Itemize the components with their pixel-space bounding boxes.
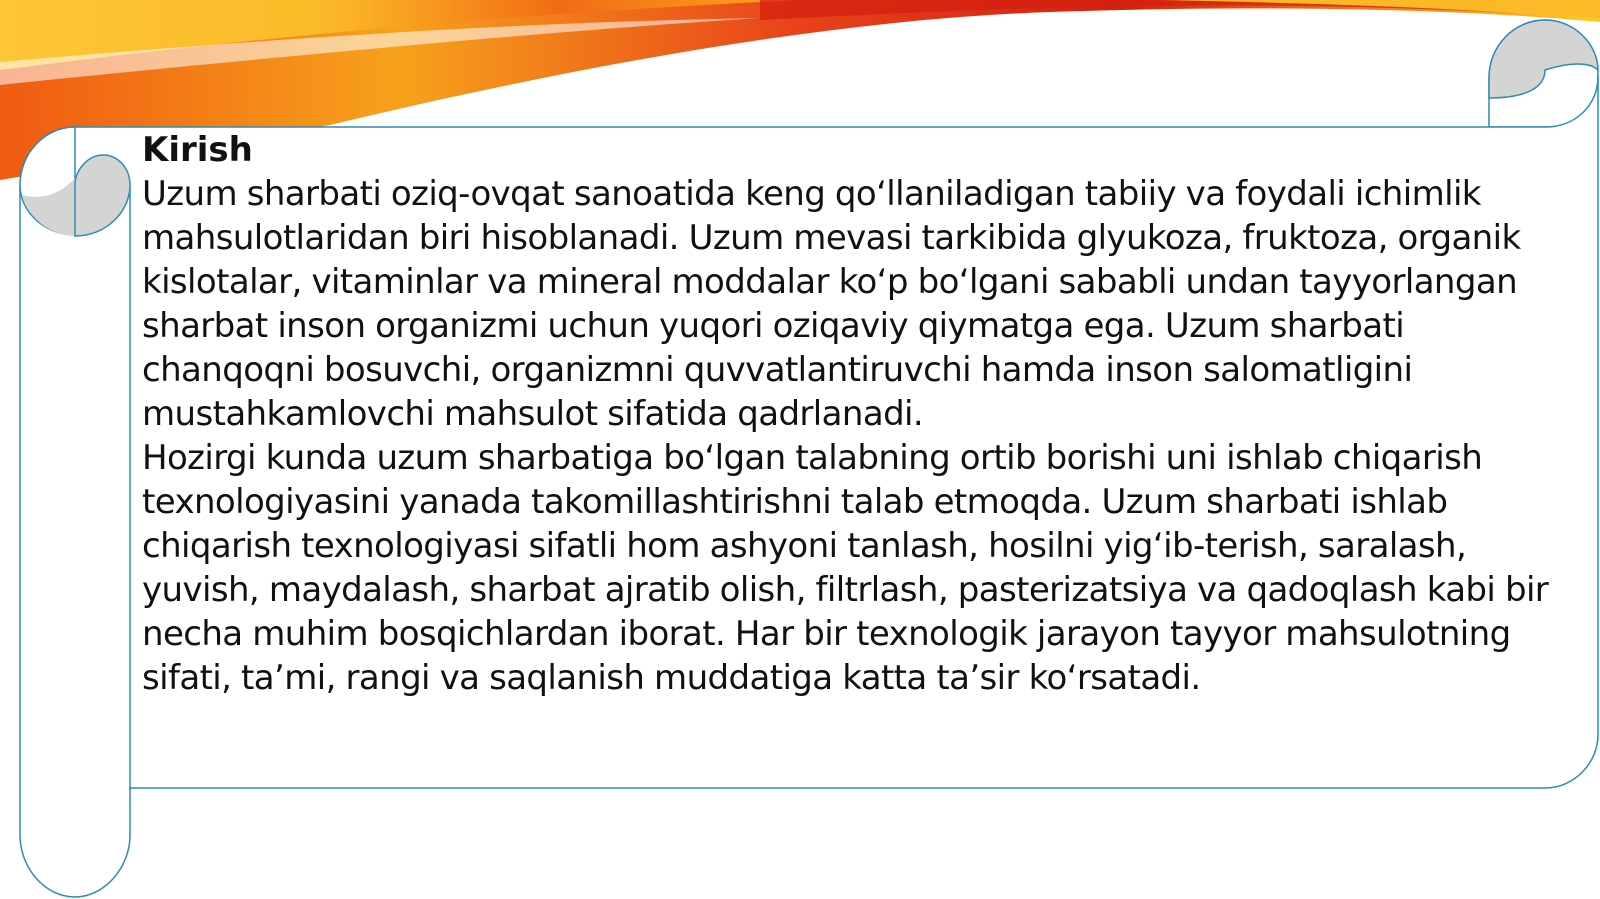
intro-paragraph-2: Hozirgi kunda uzum sharbatiga bo‘lgan talabning ortib borishi uni ishlab chiqarish texnologiyasini yanada takomillashtirishni talab etmoqda. Uzum sharbati ishlab chiqarish texnologiyasi sifatli hom ashyoni tanlash, hosilni yig‘ib-terish, saralash, yuvish, maydalash, sharbat ajratib olish, filtrlash, pasterizatsiya va qadoqlash kabi bir necha muhim bosqichlardan iborat. Har bir texnologik jarayon tayyor mahsulotning sifati, ta’mi, rangi va saqlanish muddatiga katta ta’sir ko‘rsatadi. [142,438,1549,698]
scroll-top-curl [1489,20,1598,127]
slide-title: Kirish [142,130,253,170]
intro-paragraph-1: Uzum sharbati oziq-ovqat sanoatida keng qo‘llaniladigan tabiiy va foydali ichimlik mahsulotlaridan biri hisoblanadi. Uzum mevasi tarkibida glyukoza, fruktoza, organik kislotalar, vitaminlar va mineral moddalar ko‘p bo‘lgani sababli undan tayyorlangan sharbat inson organizmi uchun yuqori oziqaviy qiymatga ega. Uzum sharbati chanqoqni bosuvchi, organizmni quvvatlantiruvchi hamda inson salomatligini mustahkamlovchi mahsulot sifatida qadrlanadi. [142,174,1521,434]
slide-content [142,128,1582,700]
